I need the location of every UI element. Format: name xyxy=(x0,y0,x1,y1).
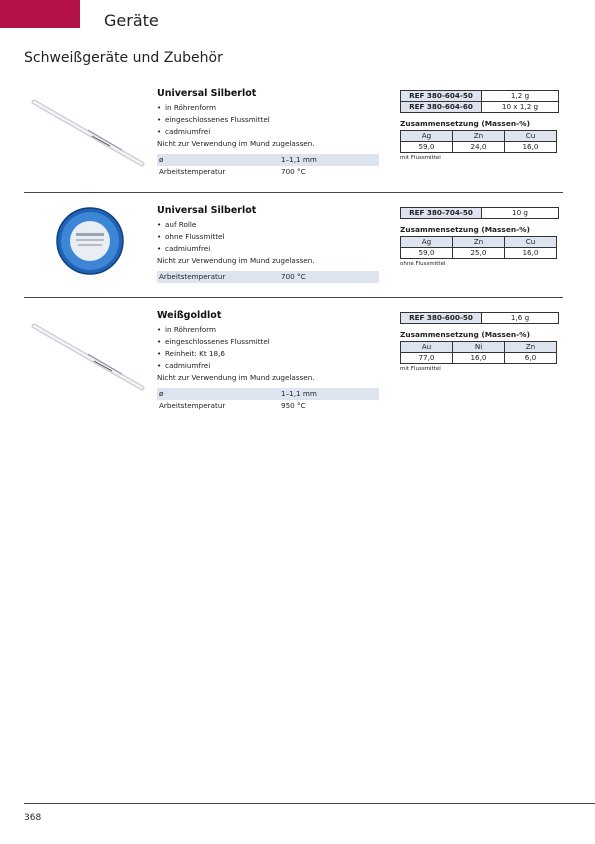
ref-row: REF 380-600-50 1,6 g xyxy=(401,313,559,324)
footer-divider xyxy=(24,803,595,804)
feature-item: • cadmiumfrei xyxy=(157,127,211,136)
feature-item: • in Röhrenform xyxy=(157,103,216,112)
composition-title: Zusammensetzung (Massen-%) xyxy=(400,119,530,128)
product-title: Universal Silberlot xyxy=(157,88,257,99)
composition-table: Ag Zn Cu 59,0 24,0 16,0 xyxy=(400,130,557,153)
ref-table xyxy=(400,207,559,219)
solder-spool-image xyxy=(30,203,150,283)
order-info xyxy=(400,207,563,267)
product-title: Weißgoldlot xyxy=(157,310,222,321)
feature-item: • cadmiumfrei xyxy=(157,244,211,253)
composition-table: Ag Zn Cu 59,0 25,0 16,0 xyxy=(400,236,557,259)
feature-item: • eingeschlossenes Flussmittel xyxy=(157,115,270,124)
brand-color-block xyxy=(0,0,80,28)
ref-table xyxy=(400,90,559,113)
feature-item: • in Röhrenform xyxy=(157,325,216,334)
usage-note: Nicht zur Verwendung im Mund zugelassen. xyxy=(157,139,315,148)
ref-table xyxy=(400,312,559,324)
spec-row: ø 1–1,1 mm xyxy=(157,388,379,400)
divider xyxy=(24,192,563,193)
usage-note: Nicht zur Verwendung im Mund zugelassen. xyxy=(157,256,315,265)
feature-item: • Reinheit: Kt 18,6 xyxy=(157,349,225,358)
order-info xyxy=(400,312,563,372)
solder-tube-image xyxy=(30,316,150,396)
spec-row: Arbeitstemperatur 700 °C xyxy=(157,271,379,283)
flux-note: mit Flussmittel xyxy=(400,366,441,372)
feature-item: • auf Rolle xyxy=(157,220,197,229)
usage-note: Nicht zur Verwendung im Mund zugelassen. xyxy=(157,373,315,382)
composition-title: Zusammensetzung (Massen-%) xyxy=(400,330,530,339)
flux-note: mit Flussmittel xyxy=(400,155,441,161)
spec-row: ø 1–1,1 mm xyxy=(157,154,379,166)
feature-item: • eingeschlossenes Flussmittel xyxy=(157,337,270,346)
composition-title: Zusammensetzung (Massen-%) xyxy=(400,225,530,234)
page-number: 368 xyxy=(24,813,42,823)
divider xyxy=(24,297,563,298)
ref-row: REF 380-704-50 10 g xyxy=(401,208,559,219)
solder-tube-image xyxy=(30,92,150,172)
feature-item: • ohne Flussmittel xyxy=(157,232,225,241)
flux-note: ohne Flussmittel xyxy=(400,261,446,267)
composition-table: Au Ni Zn 77,0 16,0 6,0 xyxy=(400,341,557,364)
section-title: Geräte xyxy=(104,11,159,30)
feature-item: • cadmiumfrei xyxy=(157,361,211,370)
order-info xyxy=(400,90,563,161)
spec-row: Arbeitstemperatur 950 °C xyxy=(159,401,306,410)
page-heading: Schweißgeräte und Zubehör xyxy=(24,50,223,66)
spec-row: Arbeitstemperatur 700 °C xyxy=(159,167,306,176)
product-title: Universal Silberlot xyxy=(157,205,257,216)
ref-row: REF 380-604-50 1,2 g xyxy=(401,91,559,102)
ref-row: REF 380-604-60 10 x 1,2 g xyxy=(401,102,559,113)
